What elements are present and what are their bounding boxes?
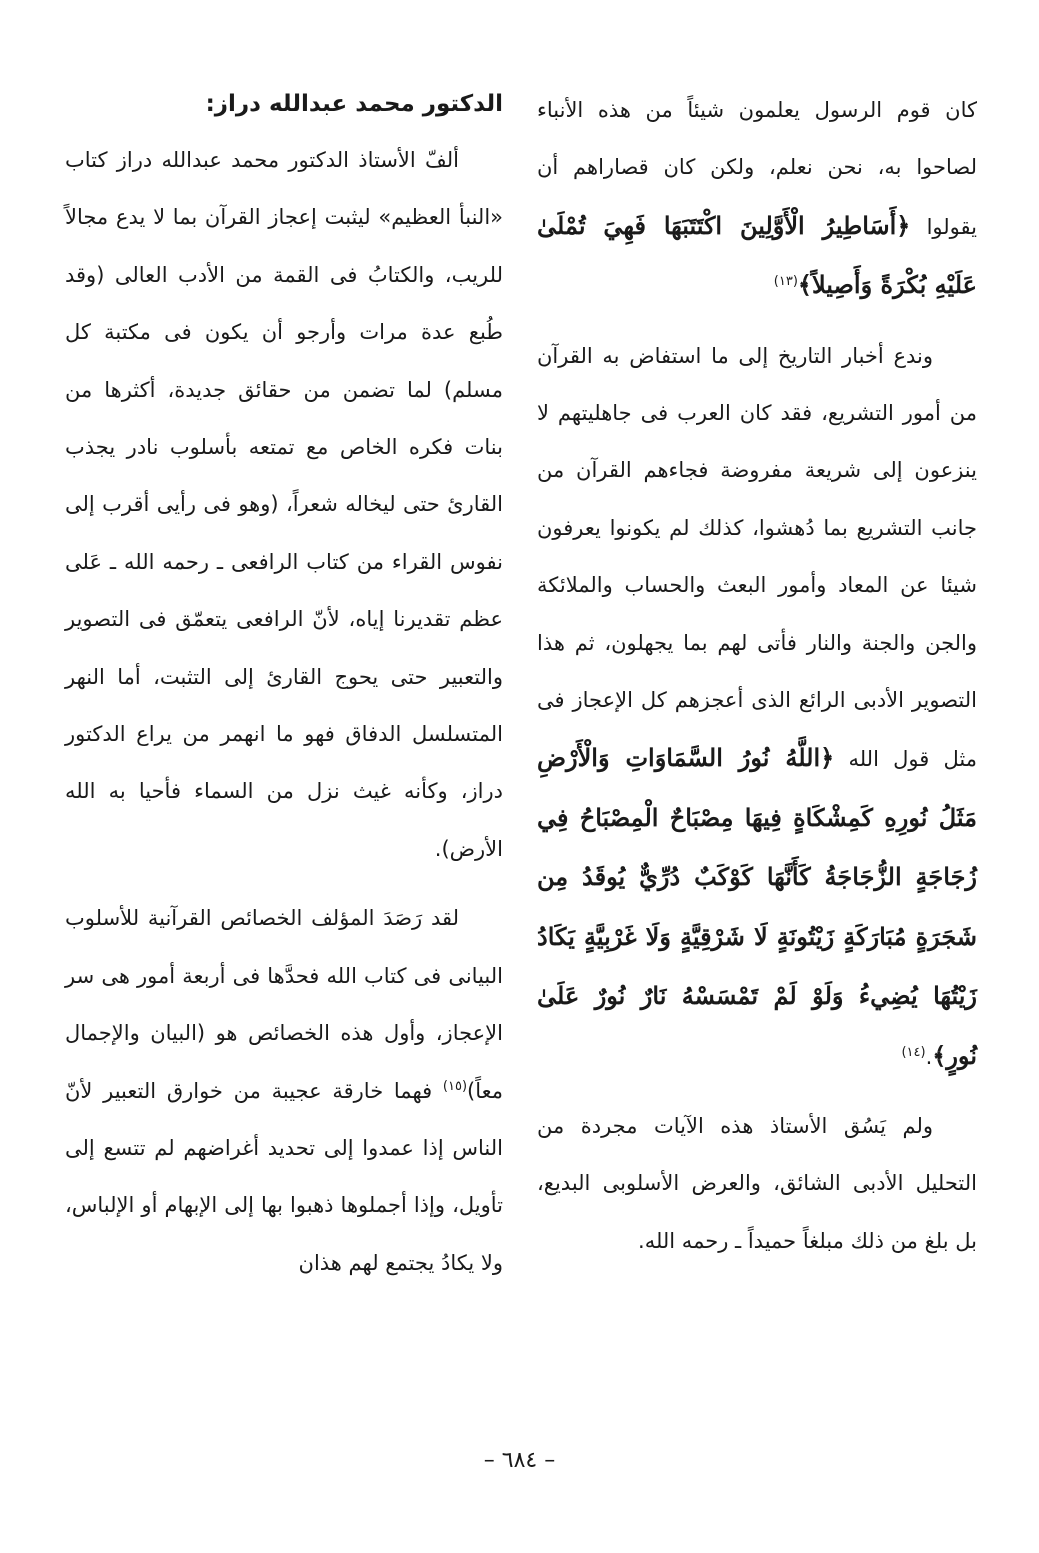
paragraph-text: كان قوم الرسول يعلمون شيئاً من هذه الأنباء لصاحوا به، نحن نعلم، ولكن كان قصاراهم أن يقولوا <box>537 98 977 239</box>
footnote-marker-15: (١٥) <box>442 1078 468 1094</box>
right-column <box>537 82 977 1270</box>
verse-terminator: . <box>925 1044 933 1069</box>
quran-verse-nur: ﴿اللَّهُ نُورُ السَّمَاوَاتِ وَالْأَرْضِ مَثَلُ نُورِهِ كَمِشْكَاةٍ فِيهَا مِصْبَاحٌ الْمِصْبَاحُ فِي زُجَاجَةٍ الزُّجَاجَةُ كَأَنَّهَا كَوْكَبٌ دُرِّيٌّ يُوقَدُ مِن شَجَرَةٍ مُبَارَكَةٍ زَيْتُونَةٍ لَا شَرْقِيَّةٍ وَلَا غَرْبِيَّةٍ يَكَادُ زَيْتُهَا يُضِيءُ وَلَوْ لَمْ تَمْسَسْهُ نَارٌ نُورٌ عَلَىٰ نُورٍ﴾ <box>537 743 977 1070</box>
paragraph-text: ولم يَسُق الأستاذ هذه الآيات مجردة من التحليل الأدبى الشائق، والعرض الأسلوبى البديع، بل بلغ من ذلك مبلغاً حميداً ـ رحمه الله. <box>537 1113 977 1253</box>
paragraph-naba-azim <box>65 132 503 878</box>
paragraph-characteristics <box>65 890 503 1292</box>
section-title-draz: الدكتور محمد عبدالله دراز: <box>205 91 503 117</box>
footnote-marker-14: (١٤) <box>901 1044 926 1060</box>
paragraph-legislation <box>537 328 977 1086</box>
footnote-marker-13: (١٣) <box>773 274 798 290</box>
paragraph-text-continued: فهما خارقة عجيبة من خوارق التعبير لأنّ الناس إذا عمدوا إلى تحديد أغراضهم لم تتسع إلى تأويل، وإذا أجملوها ذهبوا بها إلى الإبهام أو الإلباس، ولا يكادُ يجتمع لهم هذان <box>65 1078 503 1275</box>
paragraph-text: لقد رَصَدَ المؤلف الخصائص القرآنية للأسلوب البيانى فى كتاب الله فحدَّها فى أربعة أمور هى سر الإعجاز، وأول هذه الخصائص هو (البيان والإجمال معاً) <box>65 906 503 1103</box>
left-column <box>65 82 503 1292</box>
paragraph-quraysh-knowledge <box>537 82 977 316</box>
paragraph-text: وندع أخبار التاريخ إلى ما استفاض به القرآن من أمور التشريع، فقد كان العرب فى جاهليتهم لا ينزعون إلى شريعة مفروضة فجاءهم القرآن من جانب التشريع بما دُهشوا، كذلك لم يكونوا يعرفون شيئا عن المعاد وأمور البعث والحساب والملائكة والجن والجنة والنار فأتى لهم بما يجهلون، ثم هذا التصوير الأدبى الرائع الذى أعجزهم كل الإعجاز فى مثل قول الله <box>537 343 977 772</box>
paragraph-text: ألفّ الأستاذ الدكتور محمد عبدالله دراز كتاب «النبأ العظيم» ليثبت إعجاز القرآن بما لا يدع مجالاً للريب، والكتابُ فى القمة من الأدب العالى (وقد طُبع عدة مرات وأرجو أن يكون فى مكتبة كل مسلم) لما تضمن من حقائق جديدة، أكثرها من بنات فكره الخاص مع تمتعه بأسلوب نادر يجذب القارئ حتى ليخاله شعراً، (وهو فى رأيى أقرب إلى نفوس القراء من كتاب الرافعى ـ رحمه الله ـ عَلى عظم تقديرنا إياه، لأنّ الرافعى يتعمّق فى التصوير والتعبير حتى يحوج القارئ إلى التثبت، أما النهر المتسلسل الدفاق فهو ما انهمر من يراع الدكتور دراز، وكأنه غيث نزل من السماء فأحيا به الله الأرض). <box>65 148 503 861</box>
page-number: – ٦٨٤ – <box>483 1448 556 1473</box>
paragraph-analysis <box>537 1098 977 1270</box>
quran-verse-asatir: ﴿أَسَاطِيرُ الْأَوَّلِينَ اكْتَتَبَهَا فَهِيَ تُمْلَىٰ عَلَيْهِ بُكْرَةً وَأَصِيلاً﴾ <box>537 210 977 300</box>
